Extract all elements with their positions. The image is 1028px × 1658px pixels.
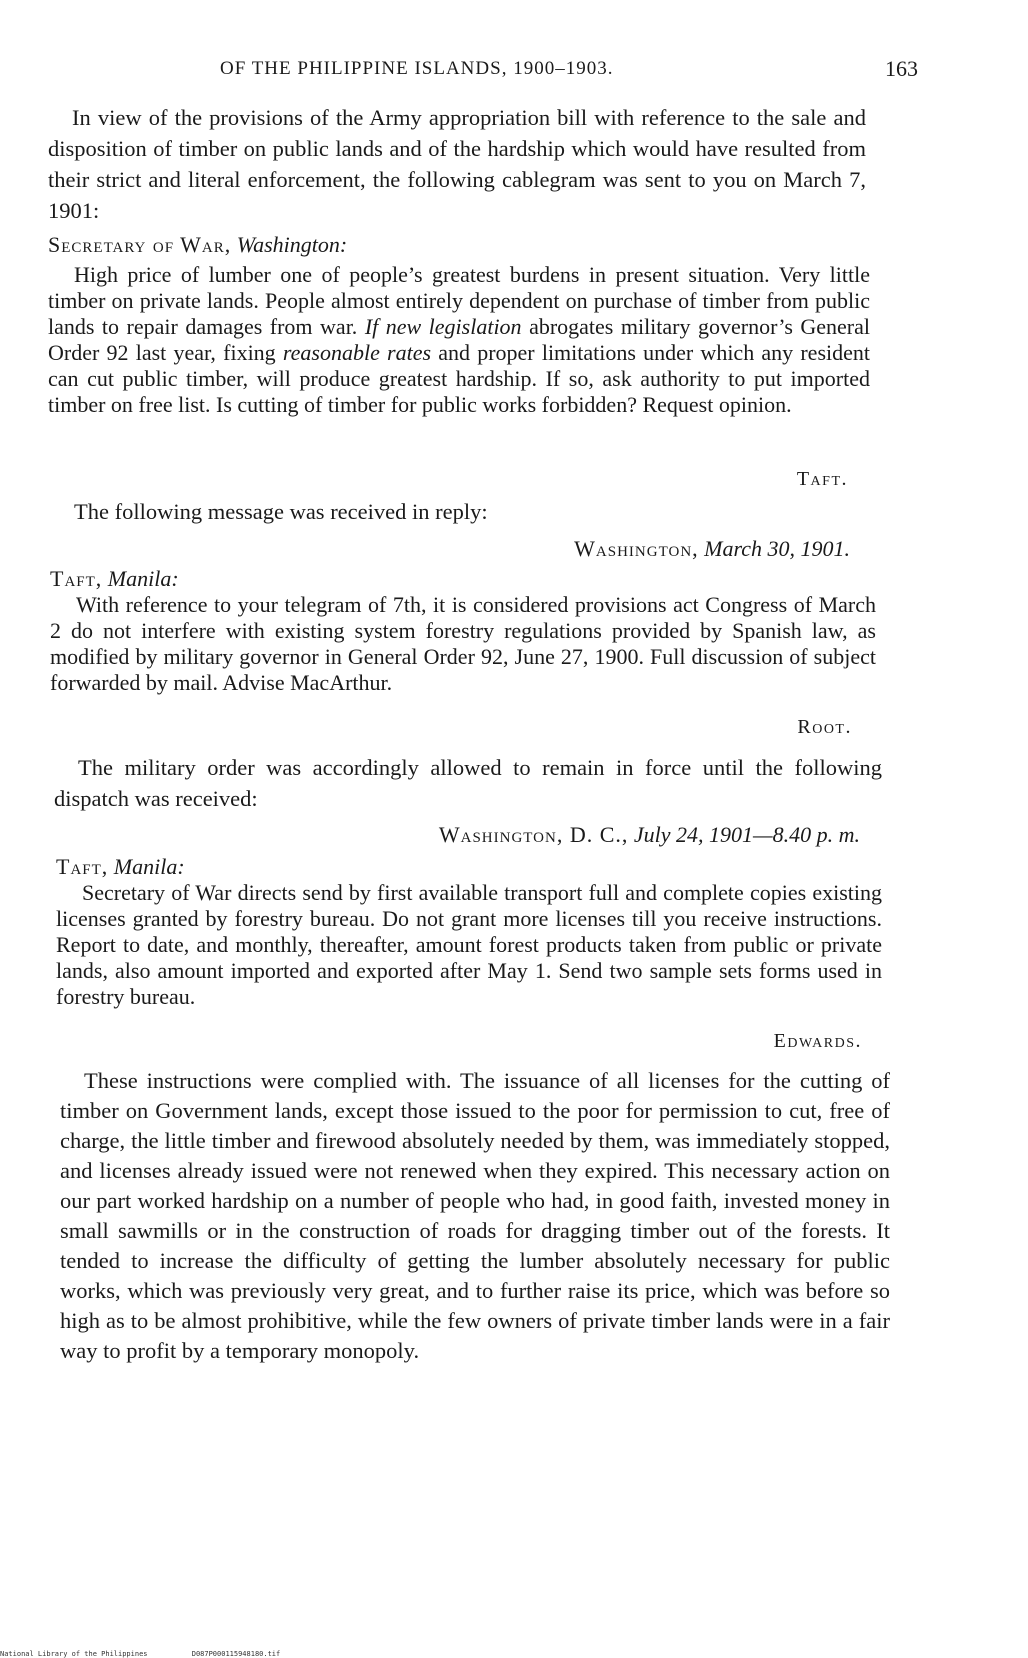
telegram1-text (48, 262, 870, 418)
telegram3-body (56, 880, 882, 1010)
paragraph-military-order: The military order was accordingly allowed to remain in force until the following dispatch was received: (54, 755, 882, 811)
telegram2-dateline (574, 536, 850, 562)
telegram2-dateline-date: March 30, 1901. (704, 536, 850, 561)
running-title: OF THE PHILIPPINE ISLANDS, 1900–1903. (220, 58, 614, 79)
telegram1-italic-2: reasonable rates (282, 340, 432, 365)
telegram3-addressee: Taft, (56, 854, 109, 879)
telegram2-body (50, 592, 876, 696)
scan-footer (0, 1650, 320, 1658)
telegram1-body (48, 262, 870, 418)
telegram3-address (56, 854, 185, 880)
footer-file-id: D087P000115948180.tif (191, 1650, 281, 1658)
telegram2-signature: Root. (797, 716, 852, 738)
page-number: 163 (885, 56, 918, 81)
paragraph-reply-intro: The following message was received in reply: (74, 499, 488, 524)
telegram3-place: Manila: (113, 854, 185, 879)
telegram3-dateline (439, 822, 860, 848)
telegram2-address (50, 566, 179, 592)
telegram1-signature: Taft. (796, 468, 848, 490)
telegram2-place: Manila: (107, 566, 179, 591)
telegram3-dateline-date: July 24, 1901—8.40 p. m. (633, 822, 860, 847)
paragraph-intro: In view of the provisions of the Army appropriation bill with reference to the sale and disposition of timber on public lands and of the hardship which would have resulted from their strict and literal enforcement, the following cablegram was sent to you on March 7, 1901: (48, 105, 866, 223)
telegram1-body-part1: High price of lumber one of people’s greatest burdens in present situation. Very little timber on private lands. People almost entirely dependent on purchase of timber from public lands to repair damages from war. (48, 262, 870, 339)
telegram1-address (48, 232, 347, 258)
paragraph-compliance: These instructions were complied with. The issuance of all licenses for the cutting of timber on Government lands, except those issued to the poor for permission to cut, free of charge, the little timber and firewood absolutely needed by them, was immediately stopped, and licenses already issued were not renewed when they expired. This necessary action on our part worked hardship on a number of people who had, in good faith, invested money in small sawmills or in the construction of roads for dragging timber out of the forests. It tended to increase the difficulty of getting the lumber absolutely necessary for public works, which was previously very great, and to further raise its price, which was before so high as to be almost prohibitive, while the few owners of private timber lands were in a fair way to profit by a temporary monopoly. (60, 1068, 890, 1363)
telegram1-italic-1: If new legislation (364, 314, 522, 339)
footer-library: National Library of the Philippines (0, 1650, 148, 1658)
telegram3-signature: Edwards. (773, 1030, 862, 1052)
telegram2-addressee: Taft, (50, 566, 103, 591)
telegram3-dateline-place: Washington, D. C., (438, 822, 629, 847)
telegram3-text: Secretary of War directs send by first available transport full and complete copies existing licenses granted by forestry bureau. Do not grant more licenses till you receive instructions. Report to date, and monthly, thereafter, amount forest products taken from public or private lands, also amount imported and exported after May 1. Send two sample sets forms used in forestry bureau. (56, 880, 882, 1009)
telegram1-addressee: Secretary of War, (48, 232, 232, 257)
telegram2-dateline-place: Washington, (574, 536, 699, 561)
telegram2-text: With reference to your telegram of 7th, it is considered provisions act Congress of March 2 do not interfere with existing system forestry regulations provided by Spanish law, as modified by military governor in General Order 92, June 27, 1900. Full discussion of subject forwarded by mail. Advise MacArthur. (50, 592, 876, 695)
telegram1-body-part3: and proper limitations under which any resident can cut public timber, will produce greatest hardship. If so, ask authority to put imported timber on free list. Is cutting of timber for public works forbidden? Request opinion. (48, 340, 871, 417)
telegram1-body-part2: abrogates military governor’s General Order 92 last year, fixing (48, 314, 871, 365)
telegram1-place: Washington: (236, 232, 348, 257)
